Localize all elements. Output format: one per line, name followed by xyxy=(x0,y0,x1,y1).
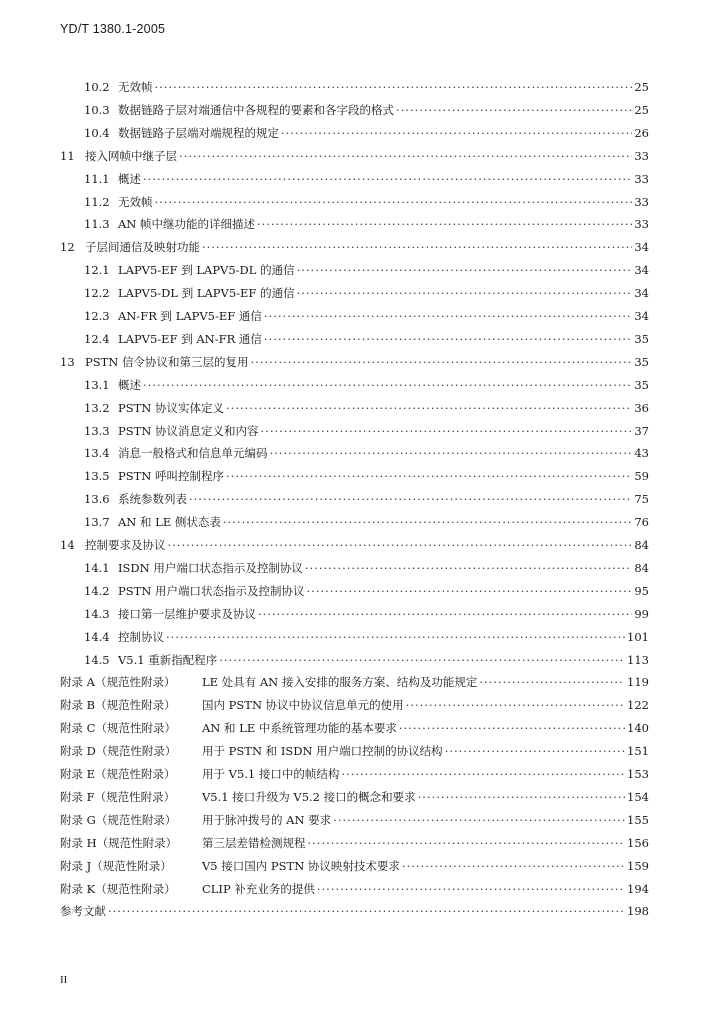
toc-entry-title: ISDN 用户端口状态指示及控制协议 xyxy=(118,560,303,575)
toc-entry-number: 11.1 xyxy=(84,171,110,186)
toc-entry-page: 25 xyxy=(634,102,649,117)
toc-leader-dots xyxy=(308,834,626,852)
toc-entry-title: 接入网帧中继子层 xyxy=(85,148,177,163)
toc-entry-number: 14.5 xyxy=(84,652,110,667)
toc-entry-page: 35 xyxy=(634,354,649,369)
toc-entry xyxy=(0,559,701,577)
toc-entry xyxy=(0,78,701,96)
toc-entry xyxy=(0,330,701,348)
toc-leader-dots xyxy=(108,902,625,920)
standard-code-header: YD/T 1380.1-2005 xyxy=(60,22,166,36)
toc-entry-title: PSTN 呼叫控制程序 xyxy=(118,469,225,484)
toc-entry-page: 151 xyxy=(627,744,649,759)
toc-entry-title: 国内 PSTN 协议中协议信息单元的使用 xyxy=(202,698,404,713)
toc-entry-title: PSTN 协议消息定义和内容 xyxy=(118,423,259,438)
toc-leader-dots xyxy=(168,536,633,554)
toc-leader-dots xyxy=(396,101,632,119)
toc-entry-number: 13.5 xyxy=(84,469,110,484)
toc-entry-title: PSTN 用户端口状态指示及控制协议 xyxy=(118,583,305,598)
toc-entry xyxy=(0,788,701,806)
toc-entry xyxy=(0,582,701,600)
toc-entry xyxy=(0,215,701,233)
toc-entry-number: 附录 G（规范性附录） xyxy=(60,812,177,827)
toc-entry-number: 14.2 xyxy=(84,583,110,598)
toc-entry-page: 99 xyxy=(634,606,649,621)
toc-entry-page: 34 xyxy=(634,309,649,323)
toc-entry-page: 59 xyxy=(634,469,649,484)
toc-entry-page: 33 xyxy=(634,171,649,186)
toc-entry-number: 10.3 xyxy=(84,102,110,117)
toc-entry-page: 43 xyxy=(634,446,649,461)
toc-entry-number: 13.7 xyxy=(84,515,110,530)
toc-entry-title: V5.1 接口升级为 V5.2 接口的概念和要求 xyxy=(202,789,416,804)
toc-entry-title: 消息一般格式和信息单元编码 xyxy=(118,446,268,461)
toc-entry-number: 附录 E（规范性附录） xyxy=(60,767,176,781)
toc-entry xyxy=(0,719,701,737)
toc-entry-number: 12.1 xyxy=(84,263,110,278)
toc-entry-title: LAPV5-DL 到 LAPV5-EF 的通信 xyxy=(118,286,295,301)
toc-entry-page: 159 xyxy=(627,858,649,873)
toc-entry-number: 14.4 xyxy=(84,629,110,644)
toc-leader-dots xyxy=(305,559,633,577)
toc-entry-number: 附录 J（规范性附录） xyxy=(60,858,172,873)
toc-entry-page: 155 xyxy=(627,812,649,827)
toc-entry xyxy=(0,444,701,462)
toc-entry-number: 14.3 xyxy=(84,606,110,621)
toc-entry-title: 子层间通信及映射功能 xyxy=(85,240,200,255)
toc-entry xyxy=(0,857,701,875)
toc-entry xyxy=(0,170,701,188)
toc-entry-number: 附录 H（规范性附录） xyxy=(60,835,178,850)
toc-entry-number: 附录 B（规范性附录） xyxy=(60,698,176,713)
toc-entry-number: 附录 F（规范性附录） xyxy=(60,789,176,804)
toc-leader-dots xyxy=(333,811,625,829)
toc-entry-title: 参考文献 xyxy=(60,904,106,919)
toc-entry-title: AN-FR 到 LAPV5-EF 通信 xyxy=(118,309,262,323)
toc-entry xyxy=(0,193,701,211)
toc-leader-dots xyxy=(189,490,632,508)
toc-entry xyxy=(0,536,701,554)
toc-entry-title: AN 帧中继功能的详细描述 xyxy=(118,217,256,232)
toc-leader-dots xyxy=(179,147,632,165)
toc-entry-page: 75 xyxy=(634,492,649,507)
toc-leader-dots xyxy=(317,880,625,898)
toc-entry-page: 33 xyxy=(634,217,649,232)
toc-entry-number: 11.2 xyxy=(84,194,110,209)
toc-entry-number: 13.2 xyxy=(84,400,110,415)
toc-entry-page: 76 xyxy=(634,515,649,530)
toc-entry-page: 33 xyxy=(634,194,649,209)
toc-entry-title: 用于 PSTN 和 ISDN 用户端口控制的协议结构 xyxy=(202,744,443,759)
toc-leader-dots xyxy=(297,261,633,279)
toc-entry xyxy=(0,696,701,714)
toc-entry-number: 14.1 xyxy=(84,560,110,575)
toc-entry-number: 12.4 xyxy=(84,331,110,346)
toc-leader-dots xyxy=(307,582,633,600)
toc-entry-number: 12.2 xyxy=(84,286,110,301)
toc-entry-page: 84 xyxy=(634,538,649,552)
toc-entry-page: 36 xyxy=(634,400,649,415)
toc-entry-number: 12.3 xyxy=(84,309,110,323)
toc-entry xyxy=(0,238,701,256)
toc-entry-title: V5.1 重新指配程序 xyxy=(118,652,218,667)
toc-entry-title: 数据链路子层对端通信中各规程的要素和各字段的格式 xyxy=(118,102,394,117)
toc-entry-page: 198 xyxy=(627,904,649,919)
toc-entry-number: 10.2 xyxy=(84,80,110,94)
toc-leader-dots xyxy=(226,399,632,417)
toc-entry-title: AN 和 LE 侧状态表 xyxy=(118,515,221,530)
toc-entry-title: 无效帧 xyxy=(118,80,153,94)
toc-entry-page: 119 xyxy=(627,675,649,690)
toc-entry-page: 122 xyxy=(627,698,649,713)
toc-entry-page: 34 xyxy=(634,263,649,278)
toc-entry-title: CLIP 补充业务的提供 xyxy=(202,881,315,896)
toc-entry-number: 11 xyxy=(60,148,75,163)
toc-entry-title: LAPV5-EF 到 LAPV5-DL 的通信 xyxy=(118,263,295,278)
toc-entry-page: 34 xyxy=(634,240,649,255)
toc-entry-number: 11.3 xyxy=(84,217,110,232)
toc-entry-title: V5 接口国内 PSTN 协议映射技术要求 xyxy=(202,858,400,873)
toc-entry-title: 接口第一层维护要求及协议 xyxy=(118,606,256,621)
toc-entry xyxy=(0,467,701,485)
toc-leader-dots xyxy=(226,467,632,485)
toc-entry-page: 26 xyxy=(634,125,649,140)
toc-entry xyxy=(0,261,701,279)
toc-entry-number: 14 xyxy=(60,538,75,552)
toc-entry-title: AN 和 LE 中系统管理功能的基本要求 xyxy=(202,721,397,736)
page-number: II xyxy=(60,974,68,986)
toc-entry-page: 34 xyxy=(634,286,649,301)
toc-entry xyxy=(0,124,701,142)
toc-leader-dots xyxy=(223,513,632,531)
toc-entry-page: 140 xyxy=(627,721,649,736)
toc-entry-number: 附录 D（规范性附录） xyxy=(60,744,177,759)
toc-entry-title: 用于 V5.1 接口中的帧结构 xyxy=(202,767,340,781)
toc-entry-page: 153 xyxy=(627,767,649,781)
toc-entry xyxy=(0,673,701,691)
toc-leader-dots xyxy=(155,193,633,211)
toc-entry-page: 194 xyxy=(627,881,649,896)
toc-entry-page: 25 xyxy=(634,80,649,94)
toc-entry-title: 用于脉冲拨号的 AN 要求 xyxy=(202,812,332,827)
toc-entry-page: 35 xyxy=(634,377,649,392)
toc-leader-dots xyxy=(445,742,625,760)
toc-entry-number: 附录 C（规范性附录） xyxy=(60,721,176,736)
toc-entry xyxy=(0,651,701,669)
toc-leader-dots xyxy=(261,422,633,440)
toc-leader-dots xyxy=(341,765,625,783)
toc-entry xyxy=(0,490,701,508)
toc-entry-page: 156 xyxy=(627,835,649,850)
toc-leader-dots xyxy=(258,605,632,623)
toc-leader-dots xyxy=(479,673,625,691)
toc-entry-number: 10.4 xyxy=(84,125,110,140)
toc-entry xyxy=(0,307,701,325)
toc-entry-title: 无效帧 xyxy=(118,194,153,209)
toc-entry xyxy=(0,284,701,302)
toc-entry xyxy=(0,513,701,531)
toc-entry-page: 84 xyxy=(634,560,649,575)
toc-entry xyxy=(0,628,701,646)
toc-entry-title: 概述 xyxy=(118,377,141,392)
toc-entry-page: 113 xyxy=(627,652,649,667)
toc-entry-title: LE 处具有 AN 接入安排的服务方案、结构及功能规定 xyxy=(202,675,478,690)
toc-leader-dots xyxy=(418,788,625,806)
toc-entry-page: 95 xyxy=(634,583,649,598)
toc-entry-page: 33 xyxy=(634,148,649,163)
toc-entry-number: 13.4 xyxy=(84,446,110,461)
toc-entry-title: 数据链路子层端对端规程的规定 xyxy=(118,125,279,140)
toc-entry-number: 附录 K（规范性附录） xyxy=(60,881,176,896)
toc-entry-number: 13.6 xyxy=(84,492,110,507)
toc-entry-number: 附录 A（规范性附录） xyxy=(60,675,176,690)
toc-entry-title: 系统参数列表 xyxy=(118,492,187,507)
toc-entry-title: 控制要求及协议 xyxy=(85,538,166,552)
toc-entry xyxy=(0,765,701,783)
toc-leader-dots xyxy=(143,376,632,394)
toc-entry-page: 35 xyxy=(634,331,649,346)
toc-entry-page: 154 xyxy=(627,789,649,804)
toc-entry xyxy=(0,353,701,371)
toc-entry xyxy=(0,742,701,760)
toc-entry-title: 概述 xyxy=(118,171,141,186)
toc-entry xyxy=(0,376,701,394)
toc-leader-dots xyxy=(281,124,632,142)
toc-leader-dots xyxy=(264,307,632,325)
toc-leader-dots xyxy=(202,238,632,256)
toc-leader-dots xyxy=(257,215,632,233)
toc-entry xyxy=(0,880,701,898)
toc-entry xyxy=(0,422,701,440)
toc-entry-title: 第三层差错检测规程 xyxy=(202,835,306,850)
toc-entry xyxy=(0,147,701,165)
toc-leader-dots xyxy=(166,628,625,646)
toc-leader-dots xyxy=(251,353,633,371)
toc-entry-page: 37 xyxy=(634,423,649,438)
toc-leader-dots xyxy=(406,696,625,714)
toc-entry xyxy=(0,605,701,623)
toc-entry xyxy=(0,101,701,119)
toc-entry xyxy=(0,902,701,920)
toc-leader-dots xyxy=(264,330,632,348)
toc-entry-title: LAPV5-EF 到 AN-FR 通信 xyxy=(118,331,262,346)
toc-entry-number: 12 xyxy=(60,240,75,255)
toc-leader-dots xyxy=(143,170,632,188)
toc-leader-dots xyxy=(219,651,625,669)
toc-entry-number: 13.3 xyxy=(84,423,110,438)
toc-entry-title: PSTN 信令协议和第三层的复用 xyxy=(85,354,249,369)
toc-entry-number: 13.1 xyxy=(84,377,110,392)
toc-entry-page: 101 xyxy=(627,629,649,644)
toc-entry-title: 控制协议 xyxy=(118,629,164,644)
toc-entry xyxy=(0,811,701,829)
toc-leader-dots xyxy=(155,78,633,96)
toc-entry-title: PSTN 协议实体定义 xyxy=(118,400,225,415)
toc-leader-dots xyxy=(402,857,625,875)
toc-leader-dots xyxy=(399,719,625,737)
toc-entry-number: 13 xyxy=(60,354,75,369)
toc-leader-dots xyxy=(297,284,633,302)
toc-leader-dots xyxy=(270,444,633,462)
toc-entry xyxy=(0,399,701,417)
toc-entry xyxy=(0,834,701,852)
